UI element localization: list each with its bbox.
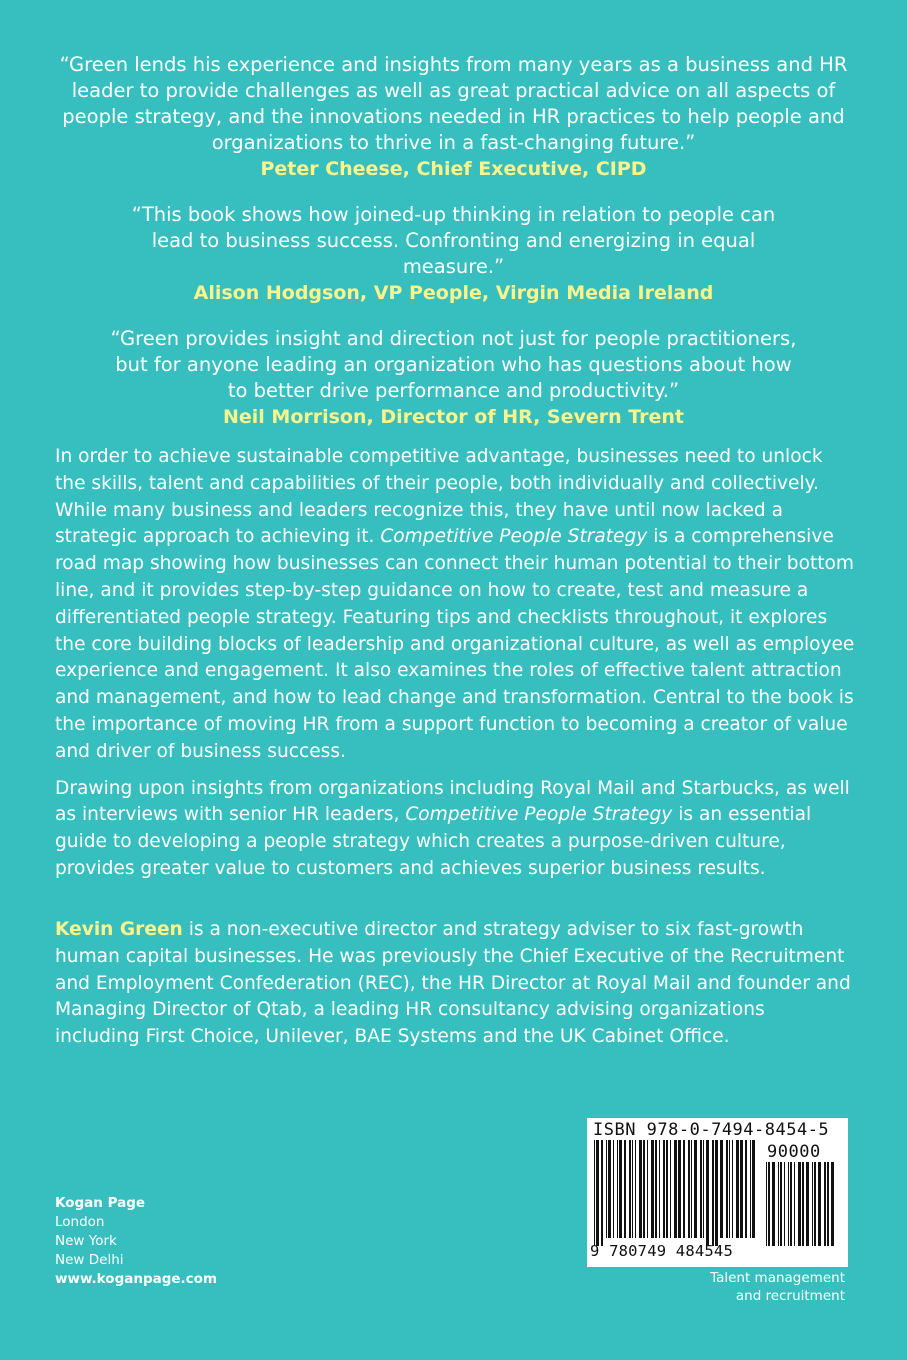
endorsement-3 xyxy=(40,326,867,430)
book-description xyxy=(55,444,855,893)
publisher-website-link[interactable]: www.koganpage.com xyxy=(55,1271,218,1287)
barcode-bar xyxy=(674,1140,677,1238)
barcode-bar xyxy=(794,1162,795,1246)
barcode-bar xyxy=(806,1162,809,1246)
barcode-bar xyxy=(635,1140,636,1238)
barcode-bar xyxy=(745,1140,747,1238)
publisher-city: London xyxy=(55,1214,105,1230)
barcode-bar xyxy=(827,1162,829,1246)
barcode-bar xyxy=(632,1140,633,1238)
barcode-bar xyxy=(788,1162,789,1246)
endorsement-attribution: Alison Hodgson, VP People, Virgin Media Ireland xyxy=(193,282,714,304)
addon-barcode-bars xyxy=(765,1162,837,1246)
author-bio xyxy=(55,917,855,1051)
book-title: Competitive People Strategy xyxy=(380,526,648,548)
barcode-bar xyxy=(818,1162,821,1246)
barcode-bar xyxy=(768,1162,770,1246)
price-code: 90000 xyxy=(767,1142,821,1162)
publisher-name: Kogan Page xyxy=(55,1195,146,1211)
author-bio-text: is a non-executive director and strategy adviser to six fast-growth human capital businesses. He was previously the Chief Executive of the Recruitment and Employment Confederation (REC), the HR Director at Royal Mail and founder and Managing Director of Qtab, a leading HR consultancy advising organizations including First Choice, Unilever, BAE Systems and the UK Cabinet Office. xyxy=(55,919,851,1048)
endorsement-quote: “This book shows how joined-up thinking in relation to people can lead to business success. Confronting and energizing in equal measure.” xyxy=(131,203,776,278)
endorsement-2 xyxy=(40,202,867,306)
barcode-bar xyxy=(824,1162,826,1246)
barcode-bar xyxy=(706,1140,709,1246)
barcode-bar xyxy=(647,1140,648,1238)
barcode-bar xyxy=(703,1140,704,1238)
publisher-city: New York xyxy=(55,1233,117,1249)
barcode-bar xyxy=(790,1162,792,1246)
barcode-bar xyxy=(606,1140,607,1238)
barcode-bar xyxy=(617,1140,618,1238)
barcode-bar xyxy=(670,1140,671,1238)
barcode-bar xyxy=(691,1140,692,1238)
barcode-bar xyxy=(720,1140,723,1238)
barcode-bar xyxy=(608,1140,611,1238)
barcode-bar xyxy=(655,1140,657,1238)
barcode-bar xyxy=(812,1162,813,1246)
barcode-bar xyxy=(688,1140,690,1238)
barcode-bar xyxy=(694,1140,697,1238)
barcode-bar xyxy=(802,1162,804,1246)
barcode-bar xyxy=(712,1140,714,1246)
barcode-bar xyxy=(663,1140,665,1238)
barcode-bar xyxy=(678,1140,681,1238)
barcode-bar xyxy=(798,1162,801,1246)
endorsement-quote: “Green provides insight and direction not just for people practitioners, but for anyone leading an organization who has questions about how to better drive performance and productivity.” xyxy=(110,327,797,402)
barcode-bar xyxy=(729,1140,730,1238)
book-title: Competitive People Strategy xyxy=(405,804,673,826)
barcode-bar xyxy=(601,1140,603,1246)
barcode-bar xyxy=(831,1162,834,1246)
barcode-bar xyxy=(624,1140,626,1238)
endorsement-attribution: Neil Morrison, Director of HR, Severn Trent xyxy=(222,406,685,428)
barcode-bar xyxy=(594,1140,595,1246)
barcode-bar xyxy=(715,1140,718,1246)
barcode-bar xyxy=(784,1162,785,1246)
barcode-bar xyxy=(780,1162,782,1246)
barcode-bar xyxy=(659,1140,660,1238)
barcode-bar xyxy=(814,1162,816,1246)
author-name: Kevin Green xyxy=(55,919,183,940)
barcode-bar xyxy=(666,1140,668,1238)
barcode-bar xyxy=(778,1162,779,1246)
publisher-block xyxy=(55,1194,217,1289)
ean-digits: 9 780749 484545 xyxy=(590,1242,733,1260)
isbn-label: ISBN 978-0-7494-8454-5 xyxy=(593,1120,830,1140)
endorsement-attribution: Peter Cheese, Chief Executive, CIPD xyxy=(260,158,647,180)
barcode-bar xyxy=(740,1140,743,1238)
description-paragraph-2: Drawing upon insights from organizations including Royal Mail and Starbucks, as well as interviews with senior HR leaders, Competitive People Strategy is an essential guide to developing a people strategy which creates a purpose-driven culture, provides greater value to customers and achieves superior business results. xyxy=(55,777,850,879)
barcode-bar xyxy=(752,1140,755,1238)
ean-barcode-bars xyxy=(593,1140,757,1246)
barcode-bar xyxy=(726,1140,728,1238)
barcode-bar xyxy=(596,1140,599,1246)
barcode-bar xyxy=(683,1140,685,1238)
barcode-bar xyxy=(651,1140,654,1238)
barcode-bar xyxy=(772,1162,775,1246)
barcode-bar xyxy=(613,1140,614,1238)
barcode-bar xyxy=(629,1140,631,1238)
endorsement-1 xyxy=(40,52,867,182)
barcode-bar xyxy=(736,1140,739,1238)
subject-category: Talent management and recruitment xyxy=(710,1270,845,1304)
barcode-bar xyxy=(750,1140,751,1238)
endorsement-quote: “Green lends his experience and insights from many years as a business and HR leader to provide challenges as well as great practical advice on all aspects of people strategy, and the innovations needed in HR practices to help people and organizations to thrive in a fast-changing future.” xyxy=(59,53,848,154)
description-paragraph-1: In order to achieve sustainable competitive advantage, businesses need to unlock the skills, talent and capabilities of their people, both individually and collectively. While many business and leaders recognize this, they have until now lacked a strategic approach to achieving it. Competitive People Strategy is a comprehensive road map showing how businesses can connect their human potential to their bottom line, and it provides step-by-step guidance on how to create, test and measure a differentiated people strategy. Featuring tips and checklists throughout, it explores the core building blocks of leadership and organizational culture, as well as employee experience and engagement. It also examines the roles of effective talent attraction and management, and how to lead change and transformation. Central to the book is the importance of moving HR from a support function to becoming a creator of value and driver of business success. xyxy=(55,446,855,762)
barcode-bar xyxy=(766,1162,767,1246)
barcode-bar xyxy=(700,1140,702,1238)
publisher-city: New Delhi xyxy=(55,1252,124,1268)
barcode-bar xyxy=(619,1140,622,1238)
barcode-bar xyxy=(639,1140,642,1238)
barcode-bar xyxy=(732,1140,733,1238)
isbn-barcode xyxy=(587,1118,848,1267)
endorsements xyxy=(40,52,867,446)
barcode-bar xyxy=(643,1140,645,1238)
